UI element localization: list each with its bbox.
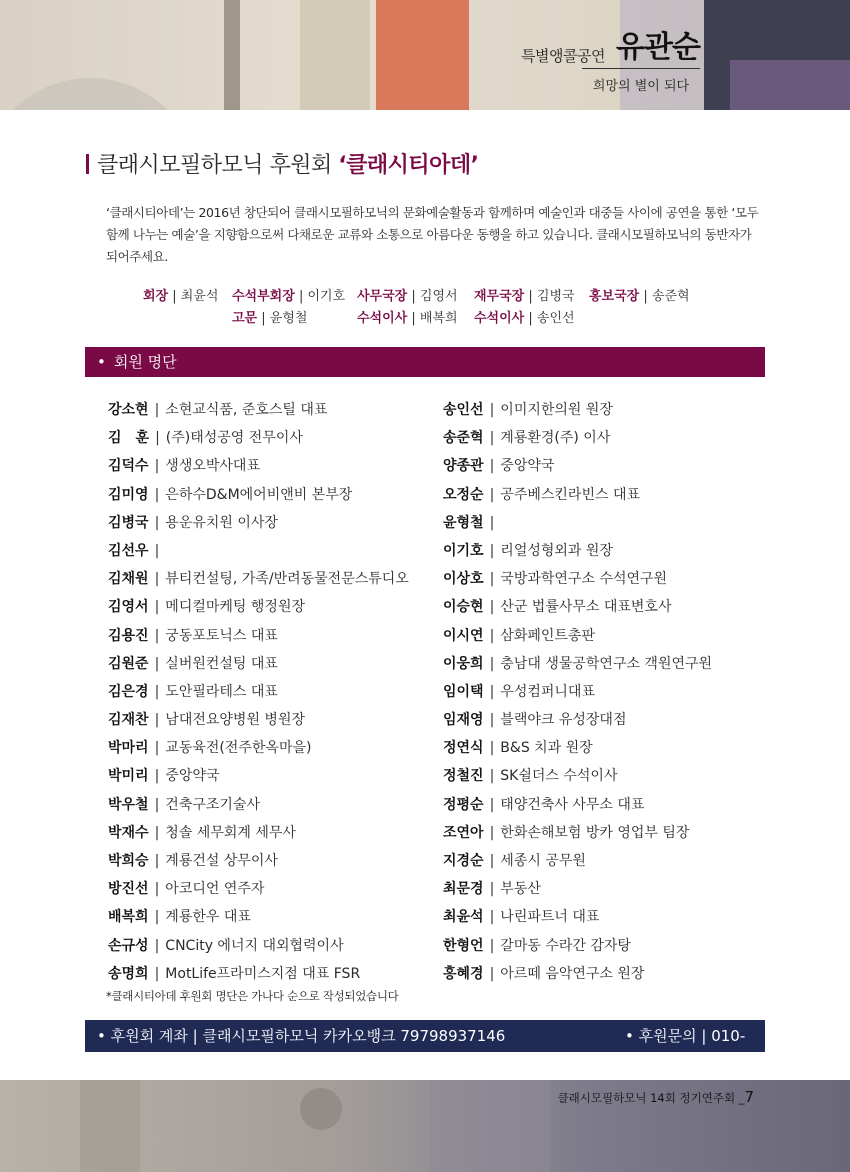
member-item (108, 932, 409, 960)
officer-item (143, 285, 218, 304)
member-item (443, 424, 712, 452)
member-name: 김채원 (108, 571, 149, 588)
separator: | (489, 712, 495, 729)
member-name: 이기호 (443, 542, 484, 559)
member-name: 홍혜경 (443, 965, 484, 982)
member-name: 최윤석 (443, 909, 484, 926)
member-affiliation: 아르떼 음악연구소 원장 (500, 965, 645, 982)
separator: | (154, 712, 160, 729)
member-name: 송명희 (108, 965, 149, 982)
officer-item (357, 307, 458, 326)
member-affiliation: 아코디언 연주자 (165, 881, 265, 898)
member-affiliation: 세종시 공무원 (500, 853, 586, 869)
separator: | (489, 402, 495, 418)
separator: | (154, 796, 160, 813)
member-item (443, 509, 712, 537)
members-section-header (85, 347, 765, 377)
separator: | (489, 768, 495, 785)
officer-role: 수석부회장 (232, 289, 295, 304)
member-affiliation: 남대전요양병원 병원장 (165, 712, 305, 729)
officer-item (232, 307, 307, 326)
member-name: 양종관 (443, 458, 484, 475)
member-item (108, 622, 409, 650)
heading-accent: ‘클래시티아데’ (338, 153, 479, 178)
member-affiliation: 중앙약국 (500, 458, 555, 475)
member-item (108, 481, 409, 509)
separator: | (489, 796, 495, 813)
member-affiliation: 산군 법률사무소 대표변호사 (500, 599, 672, 616)
separator: | (155, 430, 160, 447)
member-name: 손규성 (108, 937, 149, 954)
member-affiliation: 중앙약국 (165, 768, 220, 785)
decorative-stripe (300, 0, 370, 110)
officer-name: 김영서 (419, 289, 458, 304)
separator: | (154, 458, 160, 475)
member-item (443, 537, 712, 565)
member-item (443, 734, 712, 762)
separator: | (154, 965, 160, 982)
member-name: 한형언 (443, 937, 484, 954)
separator: | (298, 289, 304, 304)
header-banner (0, 0, 850, 110)
separator: | (261, 311, 266, 326)
member-name: 김은경 (108, 683, 149, 700)
member-name: 김재찬 (108, 712, 149, 729)
separator: | (154, 881, 160, 898)
member-name: 박우철 (108, 796, 149, 813)
separator: | (489, 627, 495, 644)
officer-name: 윤형철 (269, 311, 308, 326)
member-affiliation: (주)태성공영 전무이사 (165, 430, 303, 447)
separator: | (489, 824, 495, 841)
member-item (443, 847, 712, 875)
contact-info (625, 1020, 765, 1084)
member-affiliation: 도안필라테스 대표 (165, 683, 278, 700)
member-item (443, 875, 712, 903)
member-name: 김미영 (108, 486, 149, 503)
separator: | (154, 824, 160, 841)
separator: | (489, 430, 495, 447)
member-item (108, 593, 409, 621)
separator: | (411, 289, 416, 304)
member-name: 이승현 (443, 599, 484, 616)
officer-name: 배복희 (419, 311, 458, 326)
member-item (443, 565, 712, 593)
member-name: 송인선 (443, 402, 484, 418)
member-name: 정평순 (443, 796, 484, 813)
officer-name: 이기호 (307, 289, 346, 304)
officer-role: 회장 (143, 289, 169, 304)
heading-bar (86, 154, 89, 174)
officer-item (474, 307, 575, 326)
member-item (108, 734, 409, 762)
member-name: 조연아 (443, 824, 484, 841)
member-affiliation: 충남대 생물공학연구소 객원연구원 (500, 655, 713, 672)
member-item (108, 903, 409, 931)
member-affiliation: 계룡건설 상무이사 (165, 853, 278, 869)
member-name: 임재영 (443, 712, 484, 729)
concert-title (521, 22, 700, 94)
member-name: 최문경 (443, 881, 484, 898)
separator: | (489, 571, 495, 588)
member-name: 방진선 (108, 881, 149, 898)
separator: | (489, 740, 495, 757)
separator: | (489, 486, 495, 503)
member-item (443, 593, 712, 621)
bullet-icon: • (97, 353, 106, 371)
member-affiliation: 이미지한의원 원장 (500, 402, 613, 418)
officer-role: 수석이사 (474, 311, 525, 326)
member-affiliation: 실버원컨설팅 대표 (165, 655, 278, 672)
member-affiliation: MotLife프라미스지점 대표 FSR (165, 965, 361, 982)
separator: | (172, 289, 177, 304)
separator: | (154, 514, 160, 531)
member-item (108, 678, 409, 706)
special-label: 특별앵콜공연 (521, 47, 605, 65)
member-affiliation: 메디컬마케팅 행정원장 (165, 599, 305, 616)
member-name: 정연식 (443, 740, 484, 757)
footer-banner (0, 1080, 850, 1172)
separator: | (489, 965, 495, 982)
officer-item (589, 285, 690, 304)
officer-name: 송인선 (536, 311, 575, 326)
member-item (108, 396, 409, 424)
member-name: 송준혁 (443, 430, 484, 447)
separator: | (643, 289, 648, 304)
separator: | (154, 542, 160, 559)
member-affiliation: 은하수D&M에어비앤비 본부장 (165, 486, 353, 503)
separator: | (489, 881, 495, 898)
intro-paragraph: ‘클래시티아데’는 2016년 창단되어 클래시모필하모닉의 문화예술활동과 함께하며 예술인과 대중들 사이에 공연을 통한 ‘모두 함께 나누는 예술’을 지향함으로써 다채로운 교류와 소통으로 아름다운 동행을 하고 있습니다. 클래시모필하모닉의 동반자가 되어주세요. (106, 205, 759, 264)
separator: | (411, 311, 416, 326)
member-item (443, 706, 712, 734)
member-name: 지경순 (443, 853, 484, 869)
separator: | (154, 740, 160, 757)
decorative-stripe (430, 1080, 550, 1172)
members-title: 회원 명단 (113, 353, 177, 371)
member-affiliation: 갈마동 수라간 감자탕 (500, 937, 631, 954)
member-item (108, 706, 409, 734)
member-item (443, 932, 712, 960)
member-item (443, 481, 712, 509)
member-item (108, 537, 409, 565)
member-name: 이시연 (443, 627, 484, 644)
member-item (108, 509, 409, 537)
account-text: 후원회 계좌 | 클래시모필하모닉 카카오뱅크 79798937146 (110, 1027, 506, 1045)
member-affiliation: B&S 치과 원장 (500, 740, 593, 757)
decorative-stripe (376, 0, 469, 110)
member-name: 김용진 (108, 627, 149, 644)
decorative-stripe (730, 60, 850, 110)
member-affiliation: 리얼성형외과 원장 (500, 542, 613, 559)
member-item (443, 903, 712, 931)
decorative-stripe (224, 0, 240, 110)
member-item (108, 762, 409, 790)
separator: | (489, 937, 495, 954)
bullet-icon: • (97, 1027, 106, 1045)
member-name: 임이택 (443, 683, 484, 700)
member-item (108, 565, 409, 593)
separator: | (154, 768, 160, 785)
member-item (108, 847, 409, 875)
member-affiliation: 국방과학연구소 수석연구원 (500, 571, 668, 588)
concert-name: 유관순 (616, 30, 700, 65)
officer-name: 김병국 (536, 289, 575, 304)
member-name: 윤형철 (443, 514, 484, 531)
separator: | (154, 486, 160, 503)
separator: | (528, 311, 533, 326)
decorative-stripe (80, 1080, 140, 1172)
member-affiliation: 교동육전(전주한옥마을) (165, 740, 312, 757)
page-title (86, 148, 479, 179)
separator: | (154, 655, 160, 672)
donation-info-bar (85, 1020, 765, 1077)
member-name: 이상호 (443, 571, 484, 588)
footer-caption: 클래시모필하모닉 14회 정기연주회 _ (557, 1091, 745, 1105)
member-name: 박희승 (108, 853, 149, 869)
officer-role: 사무국장 (357, 289, 408, 304)
member-item (443, 678, 712, 706)
officer-role: 수석이사 (357, 311, 408, 326)
officer-role: 고문 (232, 311, 258, 326)
member-affiliation: 계룡한우 대표 (165, 909, 251, 926)
member-item (443, 622, 712, 650)
decorative-circle (300, 1088, 342, 1130)
page-footer (558, 1088, 754, 1106)
separator: | (528, 289, 533, 304)
member-affiliation: 부동산 (500, 881, 541, 898)
officer-item (357, 285, 458, 304)
member-item (443, 819, 712, 847)
member-name: 김병국 (108, 514, 149, 531)
member-affiliation: 청솔 세무회계 세무사 (165, 824, 296, 841)
separator: | (154, 853, 160, 869)
officer-name: 최윤석 (180, 289, 219, 304)
member-name: 김영서 (108, 599, 149, 616)
member-name: 김선우 (108, 542, 149, 559)
member-item (443, 791, 712, 819)
separator: | (154, 909, 160, 926)
officer-role: 홍보국장 (589, 289, 640, 304)
member-item (108, 424, 409, 452)
officer-role: 재무국장 (474, 289, 525, 304)
member-name: 김덕수 (108, 458, 149, 475)
page-number: 7 (744, 1088, 754, 1106)
member-affiliation: 뷰티컨설팅, 가족/반려동물전문스튜디오 (165, 571, 409, 588)
member-affiliation: 삼화페인트총판 (500, 627, 595, 644)
member-name: 김원준 (108, 655, 149, 672)
separator: | (489, 853, 495, 869)
member-affiliation: 궁동포토닉스 대표 (165, 627, 278, 644)
member-item (108, 452, 409, 480)
account-info (97, 1020, 505, 1052)
footnote: *클래시티아데 후원회 명단은 가나다 순으로 작성되었습니다 (106, 989, 399, 1003)
member-item (443, 650, 712, 678)
separator: | (154, 627, 160, 644)
member-item (443, 762, 712, 790)
separator: | (489, 909, 495, 926)
member-name: 오정순 (443, 486, 484, 503)
member-item (108, 819, 409, 847)
member-affiliation: 생생오박사대표 (165, 458, 260, 475)
member-item (443, 452, 712, 480)
separator: | (154, 402, 160, 418)
member-affiliation: 태양건축사 사무소 대표 (500, 796, 645, 813)
member-name: 강소현 (108, 402, 149, 418)
concert-subtitle: 희망의 별이 되다 (582, 68, 700, 94)
separator: | (489, 683, 495, 700)
member-item (108, 791, 409, 819)
member-item (108, 650, 409, 678)
separator: | (489, 542, 495, 559)
member-affiliation: 계룡환경(주) 이사 (500, 430, 611, 447)
separator: | (489, 599, 495, 616)
member-affiliation: 나린파트너 대표 (500, 909, 600, 926)
member-affiliation: 건축구조기술사 (165, 796, 260, 813)
member-name: 배복희 (108, 909, 149, 926)
member-item (443, 960, 712, 988)
separator: | (489, 655, 495, 672)
member-name: 정철진 (443, 768, 484, 785)
member-name: 김 훈 (108, 430, 150, 447)
member-affiliation: 블랙야크 유성장대점 (500, 712, 627, 729)
member-affiliation: 우성컴퍼니대표 (500, 683, 595, 700)
member-affiliation: 공주베스킨라빈스 대표 (500, 486, 640, 503)
member-affiliation: 소현교식품, 준호스틸 대표 (165, 402, 328, 418)
separator: | (489, 514, 495, 531)
separator: | (489, 458, 495, 475)
member-name: 이웅희 (443, 655, 484, 672)
contact-text: 후원문의 | 010-7585-4870 (625, 1027, 746, 1077)
heading-prefix: 클래시모필하모닉 후원회 (97, 153, 339, 178)
separator: | (154, 599, 160, 616)
member-name: 박마리 (108, 740, 149, 757)
separator: | (154, 571, 160, 588)
members-list-right (443, 396, 712, 988)
member-item (108, 960, 409, 988)
member-affiliation: 한화손해보험 방카 영업부 팀장 (500, 824, 690, 841)
member-name: 박미리 (108, 768, 149, 785)
separator: | (154, 937, 160, 954)
member-item (108, 875, 409, 903)
member-affiliation: 용운유치원 이사장 (165, 514, 278, 531)
member-affiliation: CNCity 에너지 대외협력이사 (165, 937, 344, 954)
officer-name: 송준혁 (651, 289, 690, 304)
member-item (443, 396, 712, 424)
member-name: 박재수 (108, 824, 149, 841)
separator: | (154, 683, 160, 700)
decorative-circle (0, 78, 200, 110)
officer-item (474, 285, 575, 304)
bullet-icon: • (625, 1027, 634, 1045)
members-list-left (108, 396, 409, 988)
officer-item (232, 285, 345, 304)
member-affiliation: SK쉴더스 수석이사 (500, 768, 618, 785)
